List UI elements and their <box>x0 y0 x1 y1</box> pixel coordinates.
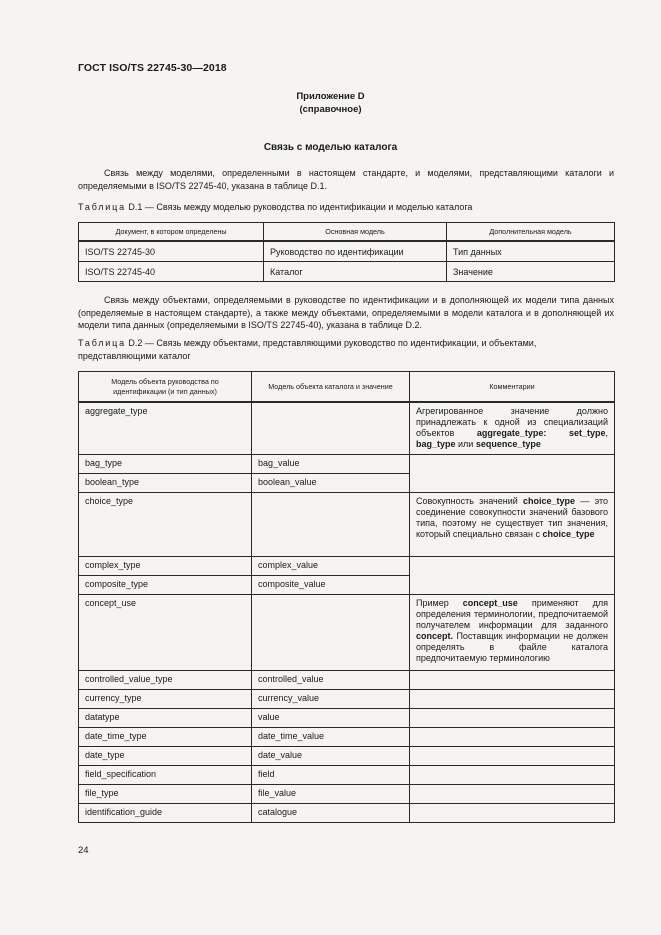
comment-cell <box>410 557 615 595</box>
table-cell: identification_guide <box>79 804 252 823</box>
comment-cell: Агрегированное значение должно принадлежать к одной из специализаций объектов aggregate_type: set_type, bag_type или sequence_type <box>410 402 615 455</box>
table-cell: catalogue <box>252 804 410 823</box>
comment-cell <box>410 690 615 709</box>
standard-header: ГОСТ ISO/TS 22745-30—2018 <box>78 62 227 74</box>
table1-header: Дополнительная модель <box>447 223 615 242</box>
table-cell: complex_type <box>79 557 252 576</box>
table-row <box>79 785 615 804</box>
table-cell: composite_type <box>79 576 252 595</box>
table-cell: date_value <box>252 747 410 766</box>
table1-header: Основная модель <box>264 223 447 242</box>
table-cell: value <box>252 709 410 728</box>
table2-label: Таблица <box>78 338 126 348</box>
table1-label: Таблица <box>78 202 126 212</box>
table-cell: controlled_value_type <box>79 671 252 690</box>
comment-cell <box>410 747 615 766</box>
table-cell: bag_type <box>79 455 252 474</box>
table-row <box>79 241 615 262</box>
comment-cell <box>410 455 615 493</box>
table-cell: date_type <box>79 747 252 766</box>
table-cell: Каталог <box>264 262 447 282</box>
comment-cell <box>410 728 615 747</box>
table2-caption <box>78 337 614 362</box>
table-cell: bag_value <box>252 455 410 474</box>
table-row <box>79 747 615 766</box>
table2-header: Модель объекта руководства по идентификации (и тип данных) <box>79 372 252 403</box>
comment-cell <box>410 671 615 690</box>
table-row <box>79 671 615 690</box>
table-cell: choice_type <box>79 493 252 557</box>
table2-header: Комментарии <box>410 372 615 403</box>
table-cell <box>252 493 410 557</box>
table-cell: currency_type <box>79 690 252 709</box>
comment-cell: Совокупность значений choice_type — это соединение совокупности значений базового типа, поэтому не существует тип значения, который специально связан с choice_type <box>410 493 615 557</box>
table-row <box>79 804 615 823</box>
table-row <box>79 262 615 282</box>
paragraph-1 <box>78 167 614 192</box>
page-number: 24 <box>78 845 89 856</box>
table-cell: boolean_value <box>252 474 410 493</box>
table1-caption <box>78 201 614 214</box>
table-cell: complex_value <box>252 557 410 576</box>
comment-cell <box>410 766 615 785</box>
paragraph-2-text: Связь между объектами, определяемыми в руководстве по идентификации и в дополняющей их модели типа данных (определяемые в настоящем стандарте), а также между объектами, определяемыми в модели каталога и в дополняющей их модели типа данных (определяемыми в ISO/TS 22745-40), указана в таблице D.2. <box>78 295 614 330</box>
table-cell: aggregate_type <box>79 402 252 455</box>
table1-header: Документ, в котором определены <box>79 223 264 242</box>
table-cell: ISO/TS 22745-30 <box>79 241 264 262</box>
table-d2 <box>78 371 615 823</box>
appendix-title: Приложение D <box>296 91 365 102</box>
paragraph-1-text: Связь между моделями, определенными в настоящем стандарте, и моделями, представляющими каталоги и определяемыми в ISO/TS 22745-40, указана в таблице D.1. <box>78 168 614 191</box>
table2-header: Модель объекта каталога и значение <box>252 372 410 403</box>
table-cell: currency_value <box>252 690 410 709</box>
table-row <box>79 557 615 576</box>
comment-cell: Пример concept_use применяют для определения терминологии, предпочитаемой получателем информации для заданного concept. Поставщик информации не должен определять в файле каталога предпочитаемую терминологию <box>410 595 615 671</box>
paragraph-2 <box>78 294 614 332</box>
table-d1 <box>78 222 615 282</box>
table-cell: boolean_type <box>79 474 252 493</box>
table-cell: Руководство по идентификации <box>264 241 447 262</box>
section-title: Связь с моделью каталога <box>263 142 398 153</box>
table-cell: datatype <box>79 709 252 728</box>
table-cell: file_value <box>252 785 410 804</box>
table-cell: Значение <box>447 262 615 282</box>
table-row <box>79 493 615 557</box>
table-cell: Тип данных <box>447 241 615 262</box>
table-row <box>79 690 615 709</box>
table-cell: date_time_value <box>252 728 410 747</box>
comment-cell <box>410 709 615 728</box>
table-cell: file_type <box>79 785 252 804</box>
table1-caption-text: D.1 — Связь между моделью руководства по идентификации и моделью каталога <box>125 202 473 212</box>
table-cell: concept_use <box>79 595 252 671</box>
table-row <box>79 766 615 785</box>
table-cell: composite_value <box>252 576 410 595</box>
table-cell <box>252 595 410 671</box>
table-row <box>79 455 615 474</box>
table-cell: ISO/TS 22745-40 <box>79 262 264 282</box>
table-cell: date_time_type <box>79 728 252 747</box>
table-cell: field <box>252 766 410 785</box>
appendix-subtitle: (справочное) <box>299 104 362 115</box>
table-row <box>79 728 615 747</box>
comment-cell <box>410 804 615 823</box>
comment-cell <box>410 785 615 804</box>
table-cell: field_specification <box>79 766 252 785</box>
table-row <box>79 595 615 671</box>
table-row <box>79 709 615 728</box>
table-row <box>79 402 615 455</box>
table-cell <box>252 402 410 455</box>
table2-caption-text: D.2 — Связь между объектами, представляющими руководство по идентификации, и объектами, представляющими каталог <box>78 338 537 361</box>
table-cell: controlled_value <box>252 671 410 690</box>
